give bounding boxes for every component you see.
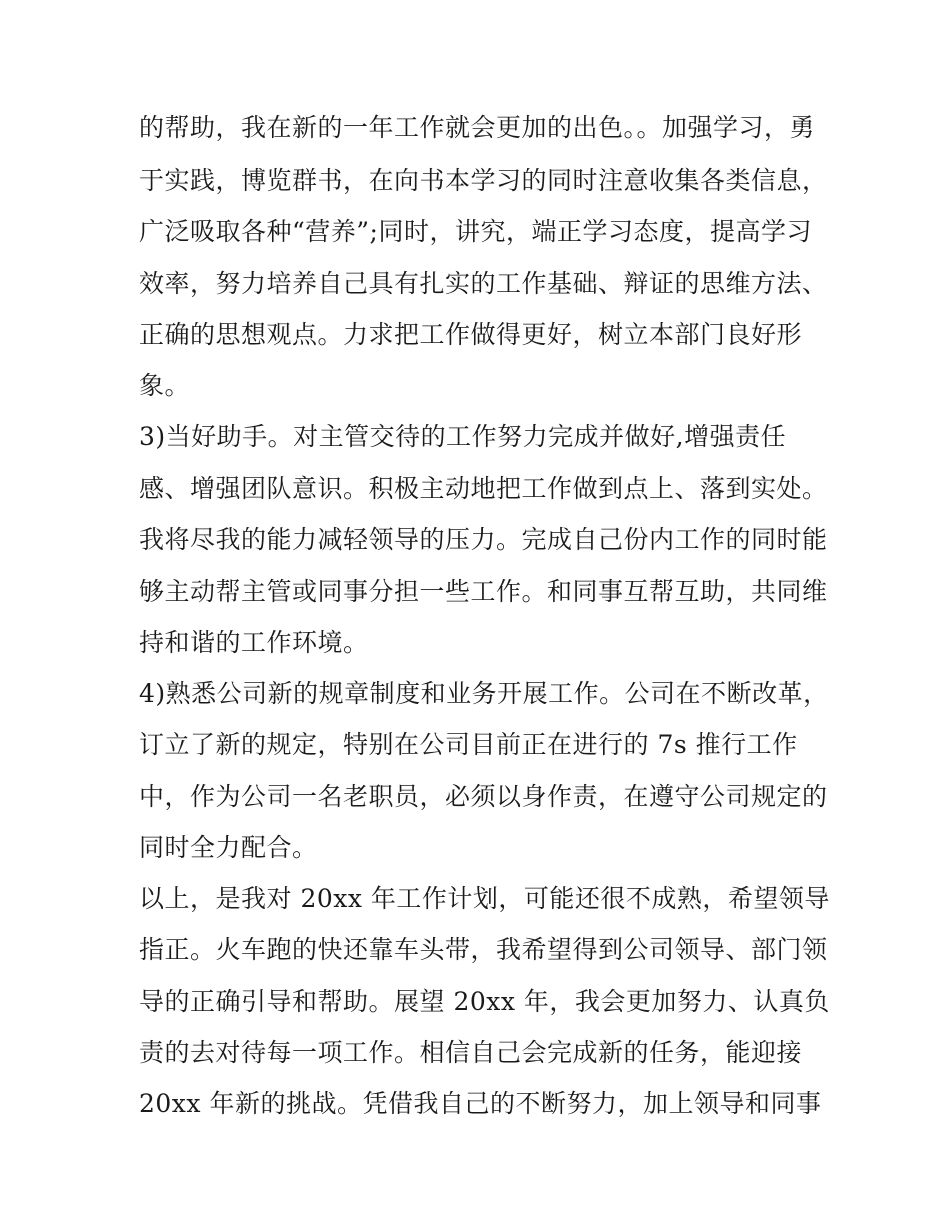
text-line: 指正。火车跑的快还靠车头带，我希望得到公司领导、部门领 [139,935,828,964]
text-line: 导的正确引导和帮助。展望 20xx 年，我会更加努力、认真负 [139,987,830,1016]
text-line: 3)当好助手。对主管交待的工作努力完成并做好,增强责任 [139,422,787,451]
text-line: 责的去对待每一项工作。相信自己会完成新的任务，能迎接 [139,1038,803,1067]
text-line: 效率，努力培养自己具有扎实的工作基础、辩证的思维方法、 [139,269,828,298]
text-line: 以上，是我对 20xx 年工作计划，可能还很不成熟，希望领导 [139,884,830,913]
text-line: 象。 [139,371,191,400]
text-line: 同时全力配合。 [139,833,318,862]
text-line: 4)熟悉公司新的规章制度和业务开展工作。公司在不断改革， [139,679,829,708]
text-line: 订立了新的规定，特别在公司目前正在进行的 7s 推行工作 [139,730,798,759]
text-line: 于实践，博览群书，在向书本学习的同时注意收集各类信息， [139,166,828,195]
text-line: 20xx 年新的挑战。凭借我自己的不断努力，加上领导和同事 [139,1089,822,1118]
text-line: 的帮助，我在新的一年工作就会更加的出色。。加强学习，勇 [139,113,816,142]
text-line: 我将尽我的能力减轻领导的压力。完成自己份内工作的同时能 [139,525,828,554]
text-line: 感、增强团队意识。积极主动地把工作做到点上、落到实处。 [139,474,828,503]
text-line: 广泛吸取各种“营养”;同时，讲究，端正学习态度，提高学习 [139,217,812,246]
text-line: 中，作为公司一名老职员，必须以身作责，在遵守公司规定的 [139,782,828,811]
text-line: 够主动帮主管或同事分担一些工作。和同事互帮互助，共同维 [139,577,828,606]
text-line: 正确的思想观点。力求把工作做得更好，树立本部门良好形 [139,320,803,349]
text-line: 持和谐的工作环境。 [139,628,369,657]
